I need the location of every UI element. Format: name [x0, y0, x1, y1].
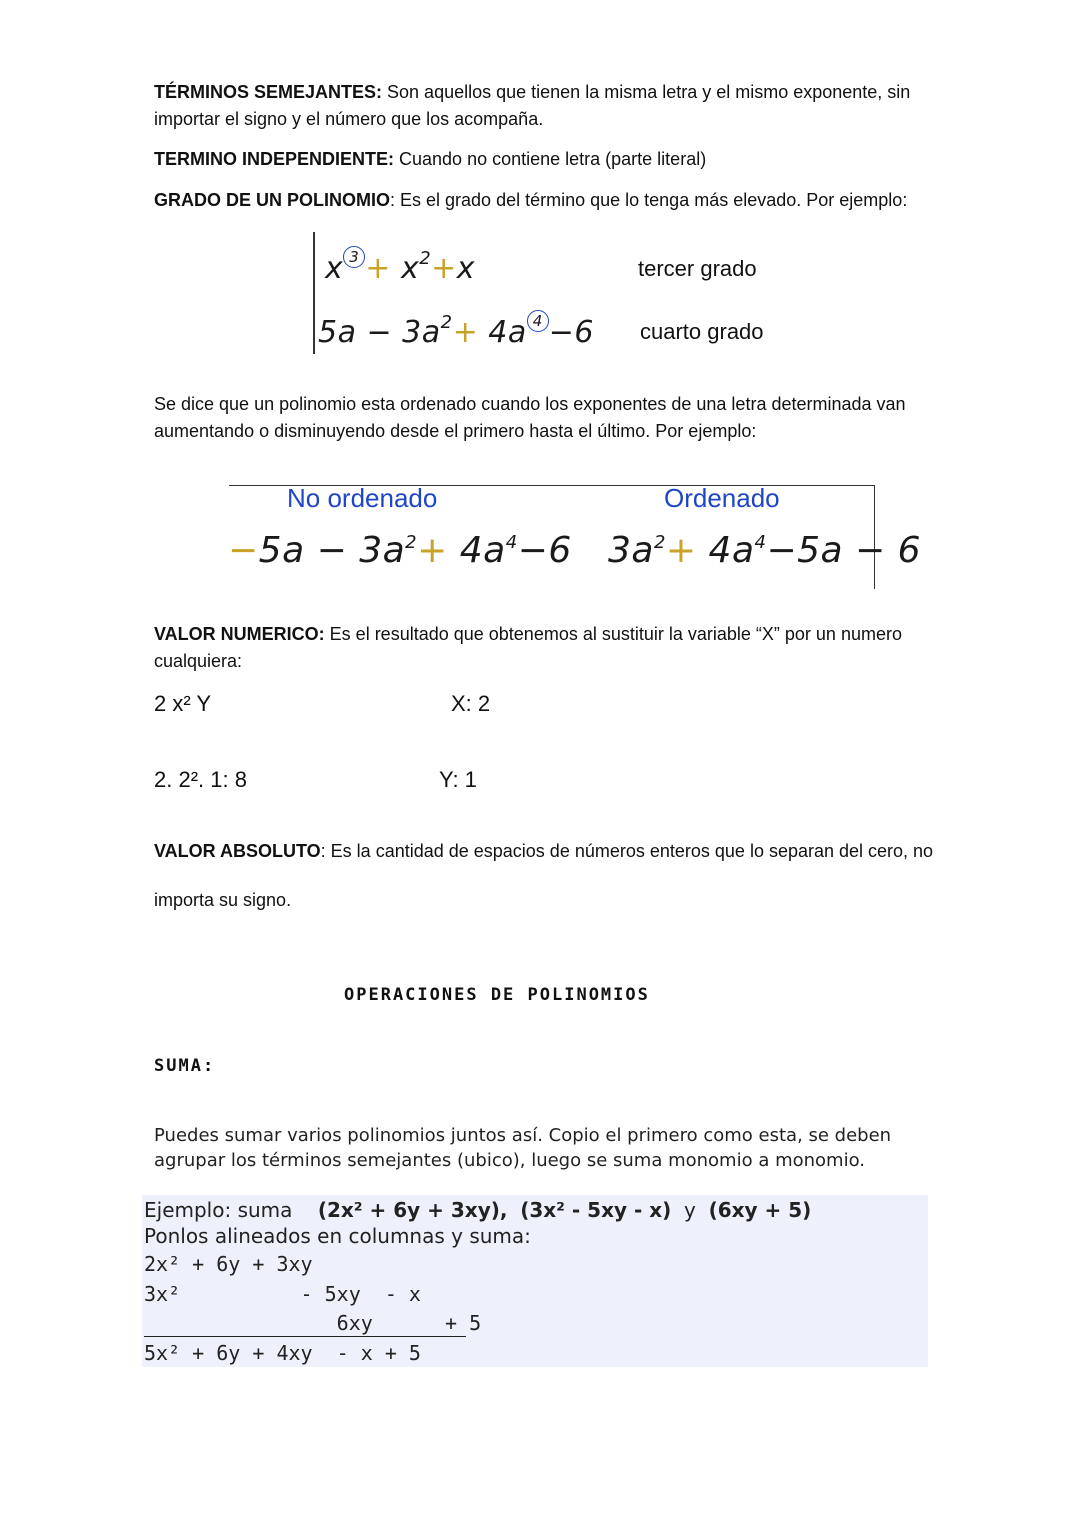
y-value: Y: 1 [439, 767, 477, 792]
no-ordenado-polynomial: $-5a - 3a^2+ 4a^4-6$ [228, 530, 572, 571]
grado-polinomio-text: : Es el grado del término que lo tenga más elevado. Por ejemplo: [390, 190, 908, 210]
termino-independiente-paragraph [154, 146, 934, 173]
example-row-1: 2x² + 6y + 3xy [144, 1252, 313, 1276]
valor-numerico-text: Es el resultado que obtenemos al sustituir la variable “X” por un numero [324, 624, 902, 644]
suma-text-1: Puedes sumar varios polinomios juntos así. Copio el primero como esta, se deben [154, 1125, 892, 1146]
suma-paragraph [154, 1123, 944, 1173]
example-instruction: Ponlos alineados en columnas y suma: [144, 1224, 531, 1248]
valor-absoluto-label: VALOR ABSOLUTO [154, 841, 321, 861]
example-row-2: 3x² - 5xy - x [144, 1282, 421, 1306]
cuarto-grado-label: cuarto grado [640, 319, 764, 344]
ordenado-title: Ordenado [664, 483, 780, 513]
example-polynomial-3: (6xy + 5) [708, 1198, 812, 1222]
example-polynomial-1: (2x² + 6y + 3xy), [317, 1198, 508, 1222]
operaciones-heading: OPERACIONES DE POLINOMIOS [344, 985, 650, 1005]
valor-numerico-expression: 2 x² Y [154, 691, 212, 716]
terminos-semejantes-text-2: importar el signo y el número que los acompaña. [154, 109, 544, 129]
example-conjunction: y [684, 1198, 696, 1222]
example-polynomial-2: (3x² - 5xy - x) [520, 1198, 672, 1222]
valor-numerico-label: VALOR NUMERICO: [154, 624, 325, 644]
ordenado-text-1: Se dice que un polinomio esta ordenado cuando los exponentes de una letra determinada van [154, 394, 906, 414]
valor-numerico-calculation: 2. 2². 1: 8 [154, 767, 247, 792]
termino-independiente-label: TERMINO INDEPENDIENTE: [154, 149, 395, 169]
suma-heading: SUMA: [154, 1056, 216, 1076]
example-lead: Ejemplo: suma [144, 1198, 293, 1222]
example-result: 5x² + 6y + 4xy - x + 5 [144, 1341, 421, 1365]
no-ordenado-title: No ordenado [287, 483, 438, 513]
termino-independiente-text: Cuando no contiene letra (parte literal) [394, 149, 707, 169]
suma-text-2: agrupar los términos semejantes (ubico), luego se suma monomio a monomio. [154, 1150, 865, 1171]
terminos-semejantes-paragraph [154, 79, 934, 133]
valor-numerico-text-2: cualquiera: [154, 651, 243, 671]
polynomial-x-cubed: x $3 + x^2+x$ [325, 248, 476, 286]
polynomial-5a-fourth-degree: $5a - 3a^2+ 4a$ 4 −6 [318, 312, 594, 350]
tercer-grado-label: tercer grado [638, 256, 757, 281]
x-value: X: 2 [451, 691, 491, 716]
terminos-semejantes-label: TÉRMINOS SEMEJANTES: [154, 82, 383, 102]
sum-rule [144, 1336, 466, 1337]
example-lead-line [144, 1198, 811, 1222]
valor-absoluto-text: : Es la cantidad de espacios de números enteros que lo separan del cero, no [320, 841, 934, 861]
ordenado-text-2: aumentando o disminuyendo desde el primero hasta el último. Por ejemplo: [154, 421, 757, 441]
grado-polinomio-paragraph [154, 187, 954, 214]
example-row-3: 6xy + 5 [144, 1311, 482, 1335]
grado-polinomio-label: GRADO DE UN POLINOMIO [154, 190, 391, 210]
valor-absoluto-text-2: importa su signo. [154, 890, 292, 910]
grado-example-divider [313, 232, 315, 354]
valor-numerico-paragraph [154, 621, 944, 675]
terminos-semejantes-text: Son aquellos que tienen la misma letra y el mismo exponente, sin [382, 82, 911, 102]
valor-absoluto-paragraph [154, 838, 954, 865]
ordenado-polynomial: $3a^2+ 4a^4-5a - 6$ [608, 530, 922, 571]
ordenado-paragraph [154, 391, 954, 445]
